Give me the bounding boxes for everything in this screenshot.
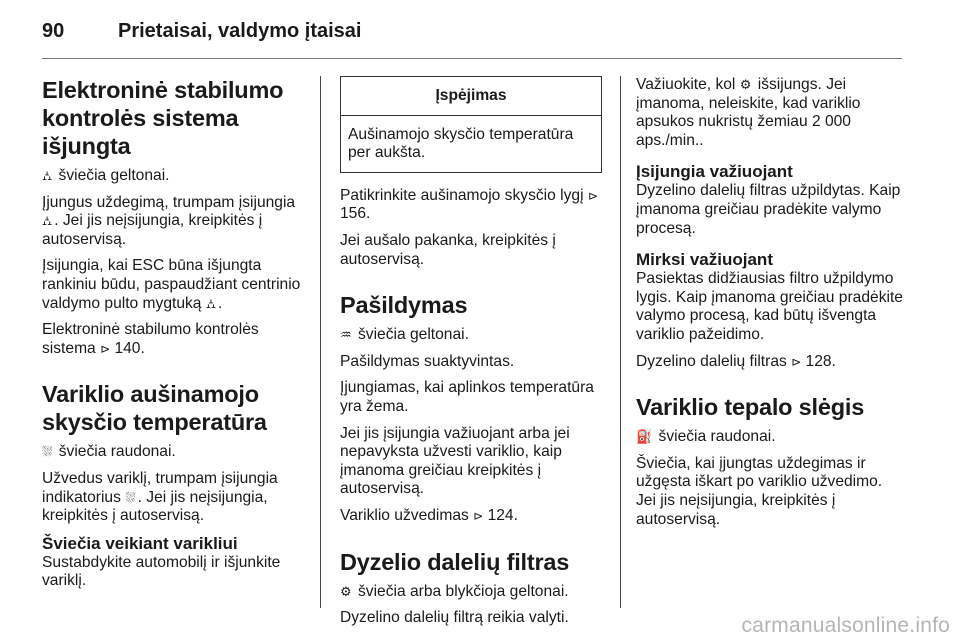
warning-text: Aušinamojo skysčio temperatūra per aukšta. [348, 125, 574, 162]
page-reference-arrow-icon: ⊳ [473, 508, 484, 523]
page-header [42, 20, 920, 56]
coolant-paragraph-1: ⛆ šviečia raudonai. [42, 443, 176, 461]
oil-can-icon: ⛽ [636, 429, 653, 445]
esc-off-icon: ⛼ [42, 168, 53, 183]
dpf-on-paragraph: Dyzelino dalelių filtras užpildytas. Kaip įmanoma greičiau pradėkite valymo procesą. [636, 182, 901, 237]
preheat-paragraph-1: ♒ šviečia geltonai. [340, 326, 469, 344]
esc-paragraph-3: Įsijungia, kai ESC būna išjungta rankiniu būdu, paspaudžiant centrinio valdymo pulto mygtuką ⛼ . [42, 257, 301, 312]
preheat-paragraph-5: Variklio užvedimas ⊳ 124. [340, 506, 518, 524]
coolant-paragraph-2: Užvedus variklį, trumpam įsijungia indikatorius ⛆ . Jei jis neįsijungia, kreipkitės į autoservisą. [42, 469, 278, 525]
running-paragraph: Sustabdykite automobilį ir išjunkite variklį. [42, 553, 281, 590]
diesel-particle-filter-icon: ⚙ [340, 583, 352, 599]
column-3 [636, 76, 906, 537]
check-coolant-paragraph: Patikrinkite aušinamojo skysčio lygį ⊳ 156. [340, 186, 598, 223]
watermark: carmanualsonline.info [741, 614, 950, 637]
esc-off-icon: ⛼ [42, 213, 53, 229]
coolant-heading: Variklio aušinamojo skysčio temperatūra [42, 381, 267, 436]
dpf-paragraph-1: ⚙ šviečia arba blykčioja geltonai. [340, 582, 569, 600]
page-reference-arrow-icon: ⊳ [100, 341, 111, 356]
diesel-particle-filter-icon: ⚙ [739, 77, 752, 92]
warning-title: Įspėjimas [341, 77, 601, 116]
dpf-on-heading: Įsijungia važiuojant [636, 162, 793, 182]
oil-paragraph-2: Šviečia, kai įjungtas uždegimas ir užgęsta iškart po variklio užvedimo. Jei jis neįsijungia, kreipkitės į autoservisą. [636, 454, 883, 528]
coolant-temperature-icon: ⛆ [42, 444, 53, 460]
dpf-drive-paragraph: Važiuokite, kol ⚙ išsijungs. Jei įmanoma, neleiskite, kad variklio apsukos nukristų žemiau 2 000 aps./min.. [636, 76, 861, 149]
esc-paragraph-1: ⛼ šviečia geltonai. [42, 167, 170, 184]
esc-off-icon: ⛼ [205, 295, 217, 311]
dpf-flash-paragraph: Pasiektas didžiausias filtro užpildymo lygis. Kaip įmanoma greičiau pradėkite valymo procesą, kad būtų išvengta variklio pažeidimo. [636, 270, 903, 343]
coolant-ok-paragraph: Jei aušalo pakanka, kreipkitės į autoservisą. [340, 231, 556, 268]
running-heading: Šviečia veikiant varikliui [42, 533, 238, 553]
esc-paragraph-4: Elektroninė stabilumo kontrolės sistema ⊳ 140. [42, 321, 259, 357]
preheating-coil-icon: ♒ [340, 327, 352, 343]
preheat-paragraph-4: Jei jis įsijungia važiuojant arba jei nepavyksta užvesti variklio, kaip įmanoma greičiau kreipkitės į autoservisą. [340, 424, 570, 498]
dpf-heading: Dyzelio dalelių filtras [340, 548, 570, 575]
preheat-paragraph-2: Pašildymas suaktyvintas. [340, 352, 515, 370]
oil-pressure-heading: Variklio tepalo slėgis [636, 394, 865, 421]
column-divider-2 [620, 76, 621, 608]
esc-paragraph-2: Įjungus uždegimą, trumpam įsijungia ⛼ . Jei jis neįsijungia, kreipkitės į autoservisą. [42, 193, 296, 248]
column-2 [340, 76, 602, 636]
header-rule [42, 58, 902, 59]
preheat-heading: Pašildymas [340, 292, 468, 319]
oil-paragraph-1: ⛽ šviečia raudonai. [636, 428, 776, 446]
esc-heading: Elektroninė stabilumo kontrolės sistema išjungta [42, 77, 284, 159]
column-divider-1 [320, 76, 321, 608]
page-reference-arrow-icon: ⊳ [791, 354, 802, 369]
preheat-paragraph-3: Įjungiamas, kai aplinkos temperatūra yra žema. [340, 379, 594, 415]
column-1 [42, 76, 310, 599]
warning-box [340, 76, 602, 173]
page-number: 90 [42, 20, 65, 42]
dpf-flash-heading: Mirksi važiuojant [636, 250, 773, 270]
coolant-temperature-icon: ⛆ [125, 489, 136, 505]
dpf-reference-paragraph: Dyzelino dalelių filtras ⊳ 128. [636, 352, 836, 370]
page-title: Prietaisai, valdymo įtaisai [118, 20, 362, 42]
page-reference-arrow-icon: ⊳ [587, 188, 598, 203]
dpf-paragraph-2: Dyzelino dalelių filtrą reikia valyti. [340, 609, 569, 627]
